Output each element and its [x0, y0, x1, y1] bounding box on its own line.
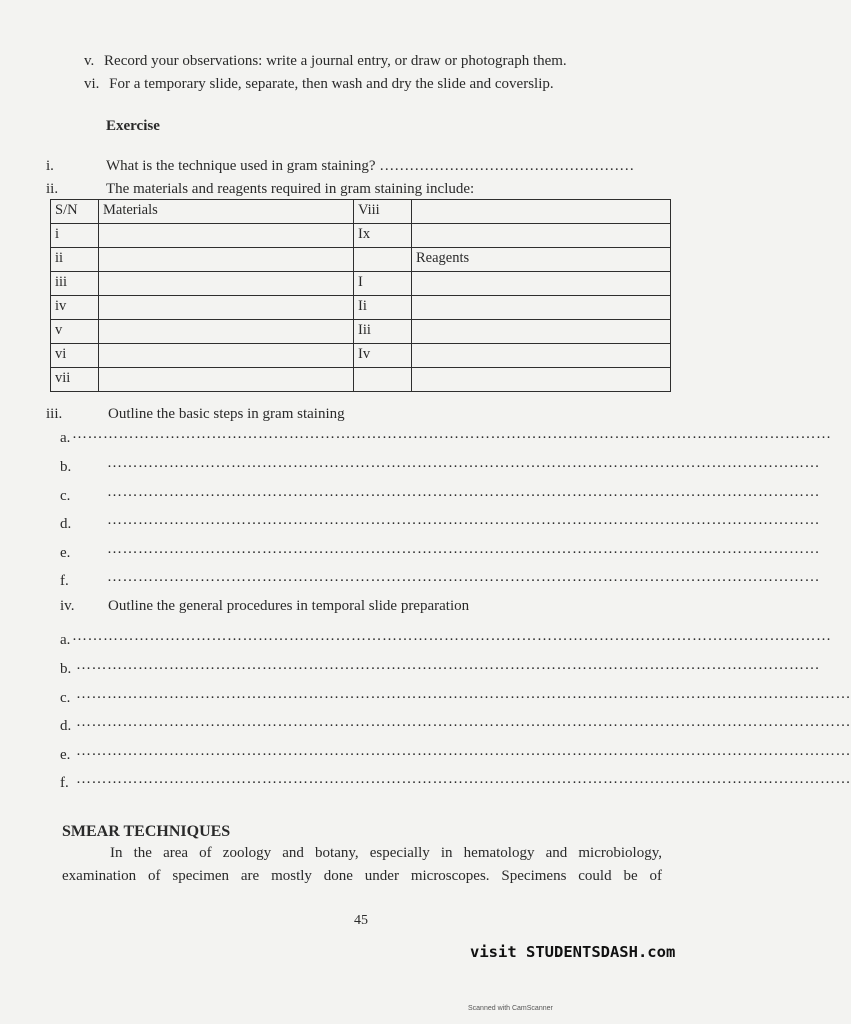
answer-letter: c. [60, 488, 71, 504]
table-cell: Reagents [412, 248, 671, 272]
answer-line[interactable]: …………………………………………………………………………………………………………………………………… [76, 714, 851, 730]
question-text: The materials and reagents required in gram staining include: [106, 181, 475, 197]
table-cell: Materials [99, 200, 354, 224]
answer-letter: d. [60, 516, 72, 532]
answer-line[interactable]: …………………………………………………………………………………………………………………………………… [76, 771, 851, 787]
table-cell: Iii [354, 320, 412, 344]
table-cell: ii [51, 248, 99, 272]
instruction-number: v. [84, 53, 95, 69]
table-cell: iv [51, 296, 99, 320]
answer-letter: e. [60, 747, 71, 763]
table-cell: Viii [354, 200, 412, 224]
table-cell [99, 344, 354, 368]
answer-line[interactable]: ………………………………………………………………………………………………………………………… [107, 484, 820, 500]
answer-line[interactable]: ………………………………………………………………………………………………………………………………… [72, 628, 832, 644]
materials-reagents-table [50, 199, 671, 392]
answer-line[interactable]: ……………………………………………………………………………………………………………………………… [76, 657, 820, 673]
answer-letter: b. [60, 661, 72, 677]
table-row [51, 248, 671, 272]
scanner-label: Scanned with CamScanner [468, 1005, 553, 1012]
table-cell [99, 224, 354, 248]
instruction-v [84, 53, 567, 70]
paragraph-line: In the area of zoology and botany, especially in hematology and microbiology, [110, 845, 662, 861]
table-row [51, 200, 671, 224]
instruction-number: vi. [84, 76, 100, 92]
table-cell [354, 368, 412, 392]
answer-letter: b. [60, 459, 72, 475]
table-cell: Iv [354, 344, 412, 368]
answer-letter: a. [60, 430, 71, 446]
answer-letter: c. [60, 690, 71, 706]
answer-line[interactable]: ………………………………………………………………………………………………………………………… [107, 569, 820, 585]
table-cell: I [354, 272, 412, 296]
instruction-text: For a temporary slide, separate, then wash and dry the slide and coverslip. [109, 76, 554, 92]
table-row [51, 296, 671, 320]
table-row [51, 368, 671, 392]
instruction-text: Record your observations: write a journal entry, or draw or photograph them. [104, 53, 567, 69]
answer-line[interactable]: …………………………………………………………………………………………………………………………………… [76, 743, 851, 759]
table-row [51, 320, 671, 344]
instruction-vi [84, 76, 554, 93]
answer-letter: e. [60, 545, 71, 561]
answer-letter: d. [60, 718, 72, 734]
table-cell [412, 344, 671, 368]
answer-letter: f. [60, 775, 69, 791]
exercise-heading: Exercise [106, 118, 160, 134]
table-cell: Ii [354, 296, 412, 320]
question-number: i. [46, 158, 54, 174]
answer-line[interactable]: ………………………………………………………………………………………………………………………………… [72, 426, 832, 442]
table-cell: Ix [354, 224, 412, 248]
table-cell [412, 200, 671, 224]
table-row [51, 272, 671, 296]
answer-line[interactable]: ………………………………………………………………………………………………………………………… [107, 455, 820, 471]
table-cell: vii [51, 368, 99, 392]
table-cell: v [51, 320, 99, 344]
table-cell: vi [51, 344, 99, 368]
question-text: Outline the basic steps in gram staining [108, 406, 345, 422]
table-cell [412, 296, 671, 320]
table-row [51, 224, 671, 248]
table-cell [412, 368, 671, 392]
table-cell [99, 368, 354, 392]
question-text: Outline the general procedures in temporal slide preparation [108, 598, 470, 614]
table-cell [99, 296, 354, 320]
table-cell: i [51, 224, 99, 248]
table-row [51, 344, 671, 368]
answer-line[interactable]: ………………………………………………………………………………………………………………………… [107, 541, 820, 557]
table-cell [412, 224, 671, 248]
table-cell: S/N [51, 200, 99, 224]
question-number: ii. [46, 181, 59, 197]
answer-letter: f. [60, 573, 69, 589]
table-cell [412, 272, 671, 296]
table-cell [99, 272, 354, 296]
table-cell: iii [51, 272, 99, 296]
section-heading: SMEAR TECHNIQUES [62, 823, 231, 840]
answer-letter: a. [60, 632, 71, 648]
question-text: What is the technique used in gram staining? …………………………………………… [106, 158, 635, 174]
page-number: 45 [354, 913, 368, 928]
question-number: iv. [60, 598, 75, 614]
table-cell [412, 320, 671, 344]
answer-line[interactable]: …………………………………………………………………………………………………………………………………… [76, 686, 851, 702]
table-cell [99, 248, 354, 272]
question-number: iii. [46, 406, 63, 422]
site-watermark: visit STUDENTSDASH.com [470, 943, 676, 961]
paragraph-line: examination of specimen are mostly done under microscopes. Specimens could be of [62, 868, 662, 884]
answer-line[interactable]: ………………………………………………………………………………………………………………………… [107, 512, 820, 528]
table-cell [99, 320, 354, 344]
table-cell [354, 248, 412, 272]
